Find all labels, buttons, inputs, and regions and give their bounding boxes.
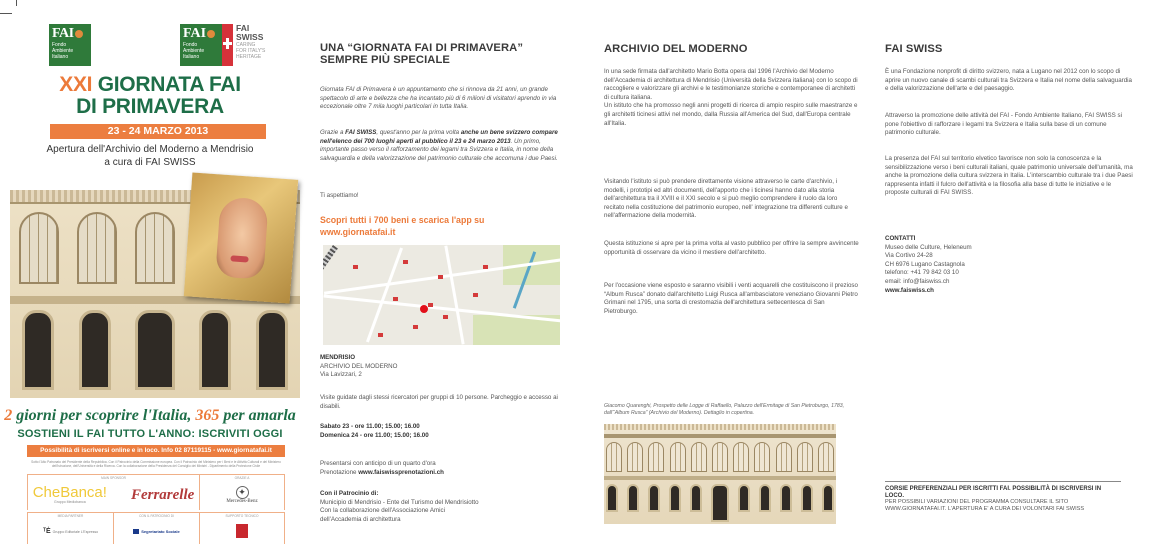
fai-wordmark: FAI bbox=[183, 26, 207, 41]
archivio-paragraph: In una sede firmata dall'architetto Mario Botta opera dal 1996 l'Archivio del Moderno dell'Accademia di architettura di Mendrisio (Università della Svizzera italiana) con lo scopo di raccogliere e valorizzare gli archivi e le testimonianze storiche e contemporanee di architetti di cultura italiana. Un istituto che ha promosso negli anni progetti di ricerca di ampio respiro sulle maestranze e gli architetti ticinesi attivi nel mondo, dalla Russia all'America del Sud, dall'Europa centrale all'Italia. bbox=[604, 68, 858, 127]
swiss-cross-icon bbox=[222, 24, 233, 66]
archivio-panel bbox=[604, 0, 859, 550]
tagline: 2 giorni per scoprire l'Italia, 365 per amarla bbox=[4, 407, 296, 424]
info-bar: Possibilità di iscriversi online e in loco. Info 02 87119115 - www.giornatafai.it bbox=[27, 445, 285, 457]
intro-heading: UNA “GIORNATA FAI DI PRIMAVERA” SEMPRE PIÙ SPECIALE bbox=[320, 42, 524, 66]
swiss-logo-tagline: HERITAGE bbox=[236, 54, 262, 60]
ferrarelle-logo: Ferrarelle bbox=[130, 486, 195, 503]
faiswiss-paragraph: La presenza del FAI sul territorio elvetico favorisce non solo la conoscenza e la sensibilizzazione verso i beni culturali italiani, quale patrimonio universale dell'umanità, ma anche la promozione della cultura svizzera in Italia. L'interscambio culturale tra i due Paesi rappresenta infatti il fulcro dell'attività e la filosofia alla base di tutte le iniziative e le proposte culturali di FAI SWISS. bbox=[885, 155, 1133, 197]
booking-info bbox=[320, 460, 560, 477]
patronage-line: Con la collaborazione dell'Associazione Amici bbox=[320, 507, 445, 515]
contact-line: CH 6976 Lugano Castagnola bbox=[885, 260, 965, 268]
swiss-logo-title: SWISS bbox=[236, 32, 264, 42]
contacts-block bbox=[885, 235, 1135, 295]
rai-logo: Segretariato Sociale bbox=[133, 529, 179, 534]
patronage-fineprint: Sotto l'Alto Patronato del Presidente della Repubblica. Con il Patrocinio della Commissione europea. Con il Patrocinio del Ministero per i Beni e le Attività Culturali e del Ministero dell'Istruzione, dell'Università e della Ricerca. Con la collaborazione della Presidenza del Consiglio dei Ministri - Dipartimento della Protezione Civile bbox=[31, 460, 281, 468]
title-line: GIORNATA FAI bbox=[97, 73, 241, 96]
location-name: ARCHIVIO DEL MODERNO bbox=[320, 362, 398, 370]
intro-panel bbox=[320, 0, 560, 550]
mercedes-star-icon: ✦ bbox=[236, 486, 249, 499]
archivio-paragraph: Visitando l'istituto si può prendere direttamente visione attraverso le carte d'archivio, i modelli, i prototipi ed altri documenti, dell'apporto che i ticinesi hanno dato alla storia dell'architettura tra il XVIII e il XXI secolo e si può meglio comprendere il ruolo da loro recitato nella costituzione del patrimonio europeo, nell' integrazione tra differenti culture e nell'affermazione della modernità. bbox=[604, 178, 848, 220]
schedule-item: Domenica 24 - ore 11.00; 15.00; 16.00 bbox=[320, 431, 429, 439]
website-link[interactable]: www.faiswiss.ch bbox=[885, 286, 934, 294]
image-caption: Giacomo Quarenghi, Prospetto delle Logge di Raffaello, Palazzo dell'Ermitage di San Pietroburgo, 1783, dall'“Album Rusca” (Archivio del Moderno). Dettaglio in copertina. bbox=[604, 403, 845, 416]
visits-info: Visite guidate dagli stessi ricercatori per gruppi di 10 persone. Parcheggio e accesso ai disabili. bbox=[320, 394, 558, 410]
sponsor-label: SUPPORTO TECNICO bbox=[225, 514, 259, 518]
archivio-paragraph: Questa istituzione si apre per la prima volta al vasto pubblico per offrire la sempre avvincente opportunità di osservare da vicino il mestiere dell'architetto. bbox=[604, 240, 859, 256]
intro-paragraph: Grazie a FAI SWISS, quest'anno per la prima volta anche un bene svizzero compare nell'elenco dei 700 luoghi aperti al pubblico il 23 e 24 marzo 2013. Un primo, importante passo verso il rafforzamento dei legami tra Svizzera e Italia, in nome della salvaguardia e della valorizzazione del patrimonio culturale che accomuna i due Paesi. bbox=[320, 129, 558, 162]
contacts-label: CONTATTI bbox=[885, 235, 916, 242]
faiswiss-heading: FAI SWISS bbox=[885, 43, 943, 55]
rai-cell bbox=[113, 512, 199, 544]
contact-line: Museo delle Culture, Heleneum bbox=[885, 243, 972, 251]
grazie-cell bbox=[199, 474, 285, 510]
swiss-logo-tagline: FOR ITALY'S bbox=[236, 48, 266, 54]
footnote-text: PER POSSIBILI VARIAZIONI DEL PROGRAMMA CONSULTARE IL SITO WWW.GIORNATAFAI.IT. L'APERTURA E' A CURA DEI VOLONTARI FAI SWISS bbox=[885, 499, 1085, 512]
patronage-line: Municipio di Mendrisio - Ente del Turismo del Mendrisiotto bbox=[320, 498, 479, 506]
location-pin-icon bbox=[420, 305, 428, 313]
contact-line: Via Cortivo 24-28 bbox=[885, 252, 933, 260]
fai-logo-sub: Italiano bbox=[52, 54, 69, 60]
mercedes-logo: Mercedes-Benz bbox=[226, 499, 258, 504]
location-map bbox=[323, 245, 560, 345]
schedule-item: Sabato 23 - ore 11.00; 15.00; 16.00 bbox=[320, 423, 420, 430]
chebanca-sub: Gruppo Mediobanca bbox=[53, 500, 86, 504]
fai-flower-icon bbox=[207, 30, 215, 38]
swiss-logo-tagline: CARING bbox=[236, 42, 256, 48]
archivio-paragraph: Per l'occasione viene esposto e saranno visibili i venti acquarelli che costituiscono il prezioso “Album Rusca” donato dall'architetto Luigi Rusca all'ambasciatore veneziano Giovanni Pietro Grimani nel 1795, una sorta di crestomazia dell'architettura settecentesca di San Pietroburgo. bbox=[604, 282, 858, 315]
fai-flower-icon bbox=[75, 30, 83, 38]
fai-logo bbox=[49, 24, 91, 66]
event-subtitle bbox=[0, 143, 300, 169]
fai-swiss-logo bbox=[180, 24, 265, 66]
arrive-early-text: Presentarsi con anticipo di un quarto d'ora bbox=[320, 460, 436, 467]
sponsor-label: MAIN SPONSOR bbox=[101, 476, 126, 480]
cover-portrait-photo bbox=[184, 172, 298, 303]
media-partner-cell bbox=[27, 512, 113, 544]
sponsor-label: GRAZIE A bbox=[234, 476, 250, 480]
sponsor-label: CON IL PATROCINIO DI bbox=[139, 514, 174, 518]
footnote bbox=[885, 481, 1121, 512]
swiss-logo-title: FAI bbox=[236, 23, 250, 33]
fai-logo-sub: Fondo bbox=[52, 42, 67, 48]
intro-paragraph: Giornata FAI di Primavera è un appuntamento che si rinnova da 21 anni, un grande spettacolo di arte e bellezza che ha incantato più di 6 milioni di visitatori aprendo in via eccezionale oltre 7 mila luoghi particolari in tutta Italia. bbox=[320, 86, 557, 111]
welcome-text: Ti aspettiamo! bbox=[320, 192, 359, 199]
patronage-line: dell'Accademia di architettura bbox=[320, 515, 401, 523]
fai-logo-sub: Ambiente bbox=[183, 48, 205, 54]
fai-wordmark: FAI bbox=[52, 26, 74, 41]
sponsor-label: MEDIA PARTNER bbox=[57, 514, 84, 518]
support-cta: SOSTIENI IL FAI TUTTO L'ANNO: ISCRIVITI OGGI bbox=[17, 428, 283, 440]
faiswiss-panel bbox=[885, 0, 1135, 550]
edition-number: XXI bbox=[59, 73, 93, 96]
fai-logo-sub: Italiano bbox=[183, 54, 200, 60]
booking-link[interactable]: www.faiswissprenotazioni.ch bbox=[358, 468, 444, 476]
location-block bbox=[320, 354, 560, 380]
schedule bbox=[320, 423, 560, 440]
event-date: 23 - 24 MARZO 2013 bbox=[50, 124, 266, 139]
espresso-logo: ᵀĖ Gruppo Editoriale L'Espresso bbox=[42, 527, 99, 535]
chebanca-logo: CheBanca! bbox=[32, 484, 107, 501]
facade-drawing-image bbox=[604, 424, 836, 524]
main-sponsor-cell bbox=[27, 474, 199, 510]
subtitle-line: a cura di FAI SWISS bbox=[104, 157, 196, 168]
footnote-bold: CORSIE PREFERENZIALI PER ISCRITTI FAI. POSSIBILITÀ DI ISCRIVERSI IN LOCO. bbox=[885, 486, 1102, 499]
patronage-block bbox=[320, 490, 560, 524]
app-cta-link[interactable]: Scopri tutti i 700 beni e scarica l'app su www.giornatafai.it bbox=[320, 215, 485, 237]
location-city: MENDRISIO bbox=[320, 354, 356, 361]
location-address: Via Lavizzari, 2 bbox=[320, 371, 362, 379]
contact-phone: telefono: +41 79 842 03 10 bbox=[885, 269, 959, 277]
title-line: DI PRIMAVERA bbox=[76, 95, 224, 118]
fai-logo-sub: Ambiente bbox=[52, 48, 74, 54]
event-title bbox=[0, 74, 300, 118]
contact-email[interactable]: email: info@faiswiss.ch bbox=[885, 277, 950, 285]
patronage-label: Con il Patrocinio di: bbox=[320, 490, 379, 497]
sponsor-grid bbox=[27, 474, 285, 544]
cover-panel bbox=[0, 0, 300, 550]
booking-label: Prenotazione bbox=[320, 468, 359, 476]
archivio-heading: ARCHIVIO DEL MODERNO bbox=[604, 43, 748, 55]
fai-logo-sub: Fondo bbox=[183, 42, 198, 48]
faiswiss-paragraph: È una Fondazione nonprofit di diritto svizzero, nata a Lugano nel 2012 con lo scopo di aprire un nuovo canale di scambi culturali tra Svizzera e Italia nel nome della salvaguardia e della valorizzazione dell'arte e del paesaggio. bbox=[885, 68, 1132, 93]
bit-logo bbox=[236, 524, 248, 538]
faiswiss-paragraph: Attraverso la promozione delle attività del FAI - Fondo Ambiente Italiano, FAI SWISS si pone l'obiettivo di rafforzare i legami tra Svizzera e Italia sulla base di un comune patrimonio culturale. bbox=[885, 112, 1122, 137]
subtitle-line: Apertura dell'Archivio del Moderno a Mendrisio bbox=[46, 144, 254, 155]
tech-support-cell bbox=[199, 512, 285, 544]
